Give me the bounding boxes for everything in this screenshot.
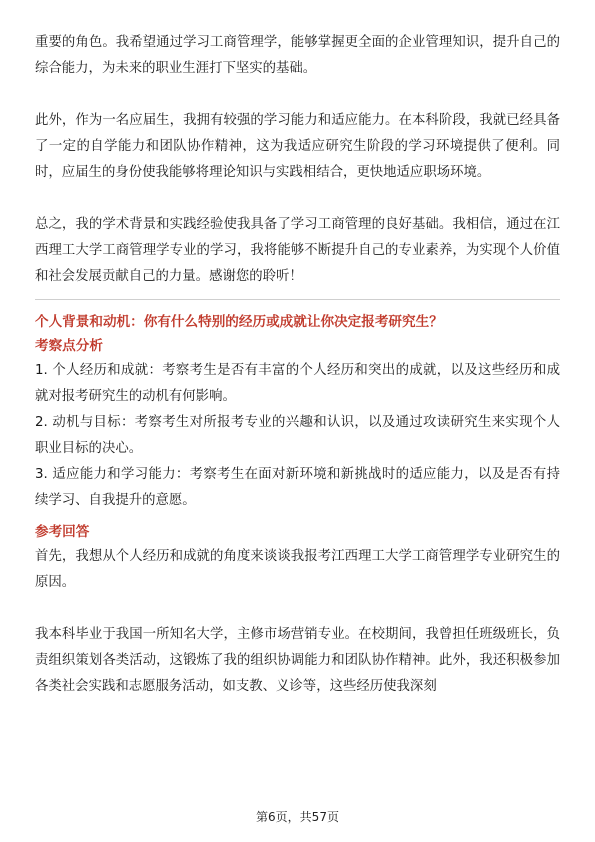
analysis-item-3: 3. 适应能力和学习能力：考察考生在面对新环境和新挑战时的适应能力，以及是否有持续学习、自我提升的意愿。 [35,467,560,508]
analysis-title: 考察点分析 [35,338,103,354]
answer-paragraph-2: 我本科毕业于我国一所知名大学，主修市场营销专业。在校期间，我曾担任班级班长，负责组织策划各类活动，这锻炼了我的组织协调能力和团队协作精神。此外，我还积极参加各类社会实践和志愿服务活动，如支教、义诊等，这些经历使我深刻 [35,627,560,694]
page-content [35,30,560,700]
paragraph-gap [35,186,560,212]
page-footer: 第6页，共57页 [256,810,339,824]
intro-paragraph-3: 总之，我的学术背景和实践经验使我具备了学习工商管理的良好基础。我相信，通过在江西理工大学工商管理学专业的学习，我将能够不断提升自己的专业素养，为实现个人价值和社会发展贡献自己的力量。感谢您的聆听！ [35,217,560,284]
interview-question: 个人背景和动机：你有什么特别的经历或成就让你决定报考研究生？ [35,314,443,330]
intro-paragraph-2: 此外，作为一名应届生，我拥有较强的学习能力和适应能力。在本科阶段，我就已经具备了一定的自学能力和团队协作精神，这为我适应研究生阶段的学习环境提供了便利。同时，应届生的身份使我能够将理论知识与实践相结合，更快地适应职场环境。 [35,113,560,180]
section-divider [35,299,560,300]
answer-title: 参考回答 [35,524,90,540]
paragraph-gap [35,82,560,108]
answer-paragraph-1: 首先，我想从个人经历和成就的角度来谈谈我报考江西理工大学工商管理学专业研究生的原因。 [35,549,560,590]
analysis-item-2: 2. 动机与目标：考察考生对所报考专业的兴趣和认识，以及通过攻读研究生来实现个人职业目标的决心。 [35,415,560,456]
intro-paragraph-1: 重要的角色。我希望通过学习工商管理学，能够掌握更全面的企业管理知识，提升自己的综合能力，为未来的职业生涯打下坚实的基础。 [35,35,560,76]
analysis-item-1: 1. 个人经历和成就：考察考生是否有丰富的个人经历和突出的成就，以及这些经历和成就对报考研究生的动机有何影响。 [35,363,560,404]
paragraph-gap [35,596,560,622]
